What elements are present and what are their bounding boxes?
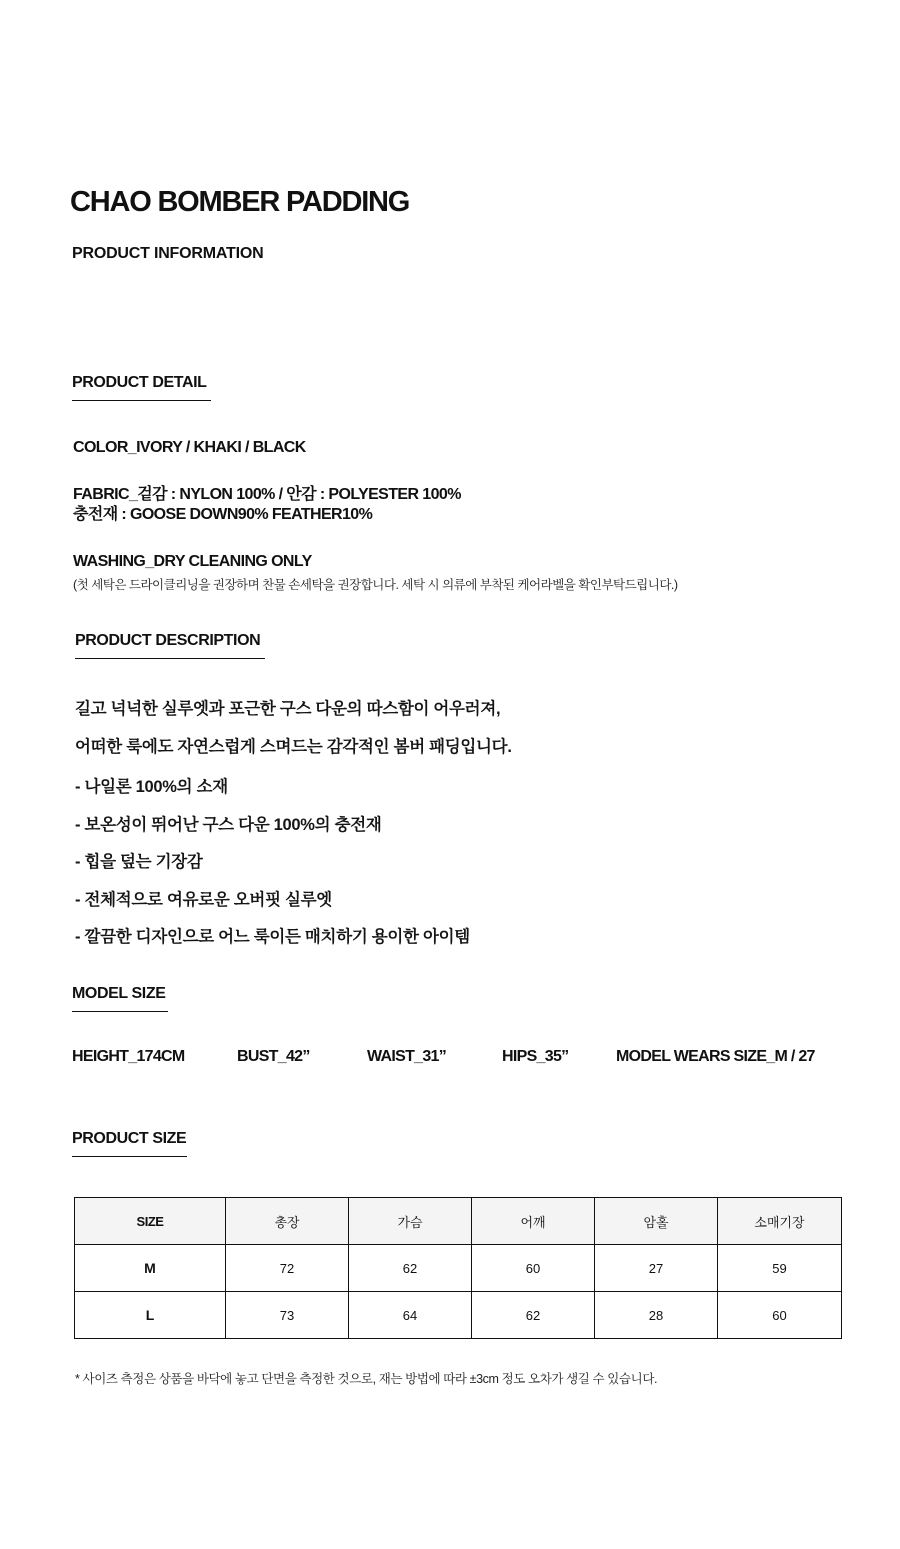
product-size-heading: PRODUCT SIZE <box>72 1130 187 1157</box>
product-information-label: PRODUCT INFORMATION <box>72 245 264 262</box>
table-row <box>75 1292 842 1339</box>
table-cell: 62 <box>472 1292 595 1339</box>
washing-note: (첫 세탁은 드라이클리닝을 권장하며 찬물 손세탁을 권장합니다. 세탁 시 의류에 부착된 케어라벨을 확인부탁드립니다.) <box>73 578 678 592</box>
description-line: 어떠한 룩에도 자연스럽게 스며드는 감각적인 봄버 패딩입니다. <box>75 738 512 756</box>
column-header-shoulder: 어깨 <box>472 1198 595 1245</box>
description-bullet: - 나일론 100%의 소재 <box>75 778 228 796</box>
filling-info: 충전재 : GOOSE DOWN90% FEATHER10% <box>73 506 373 523</box>
product-title: CHAO BOMBER PADDING <box>70 186 410 218</box>
size-table <box>74 1197 842 1339</box>
column-header-sleeve-length: 소매기장 <box>718 1198 842 1245</box>
size-label: L <box>75 1292 226 1339</box>
description-bullet: - 힙을 덮는 기장감 <box>75 853 203 871</box>
table-cell: 72 <box>226 1245 349 1292</box>
table-header-row <box>75 1198 842 1245</box>
table-cell: 62 <box>349 1245 472 1292</box>
description-bullet: - 깔끔한 디자인으로 어느 룩이든 매치하기 용이한 아이템 <box>75 928 470 946</box>
model-waist: WAIST_31” <box>367 1048 447 1065</box>
table-row <box>75 1245 842 1292</box>
model-wears-size: MODEL WEARS SIZE_M / 27 <box>616 1048 815 1065</box>
model-bust: BUST_42” <box>237 1048 310 1065</box>
size-label: M <box>75 1245 226 1292</box>
description-bullet: - 전체적으로 여유로운 오버핏 실루엣 <box>75 891 332 909</box>
model-height: HEIGHT_174CM <box>72 1048 185 1065</box>
washing-info: WASHING_DRY CLEANING ONLY <box>73 553 312 570</box>
color-info: COLOR_IVORY / KHAKI / BLACK <box>73 439 306 456</box>
fabric-info: FABRIC_겉감 : NYLON 100% / 안감 : POLYESTER 100% <box>73 486 461 503</box>
table-cell: 28 <box>595 1292 718 1339</box>
table-cell: 73 <box>226 1292 349 1339</box>
column-header-size: SIZE <box>75 1198 226 1245</box>
product-description-heading: PRODUCT DESCRIPTION <box>75 632 265 659</box>
table-cell: 59 <box>718 1245 842 1292</box>
table-cell: 64 <box>349 1292 472 1339</box>
table-cell: 60 <box>718 1292 842 1339</box>
column-header-armhole: 암홀 <box>595 1198 718 1245</box>
description-line: 길고 넉넉한 실루엣과 포근한 구스 다운의 따스함이 어우러져, <box>75 700 501 718</box>
table-cell: 27 <box>595 1245 718 1292</box>
description-bullet: - 보온성이 뛰어난 구스 다운 100%의 충전재 <box>75 816 382 834</box>
model-size-heading: MODEL SIZE <box>72 985 168 1012</box>
column-header-total-length: 총장 <box>226 1198 349 1245</box>
column-header-chest: 가슴 <box>349 1198 472 1245</box>
product-detail-heading: PRODUCT DETAIL <box>72 374 211 401</box>
size-measurement-note: * 사이즈 측정은 상품을 바닥에 놓고 단면을 측정한 것으로, 재는 방법에 따라 ±3cm 정도 오차가 생길 수 있습니다. <box>75 1372 658 1386</box>
model-hips: HIPS_35” <box>502 1048 569 1065</box>
table-cell: 60 <box>472 1245 595 1292</box>
